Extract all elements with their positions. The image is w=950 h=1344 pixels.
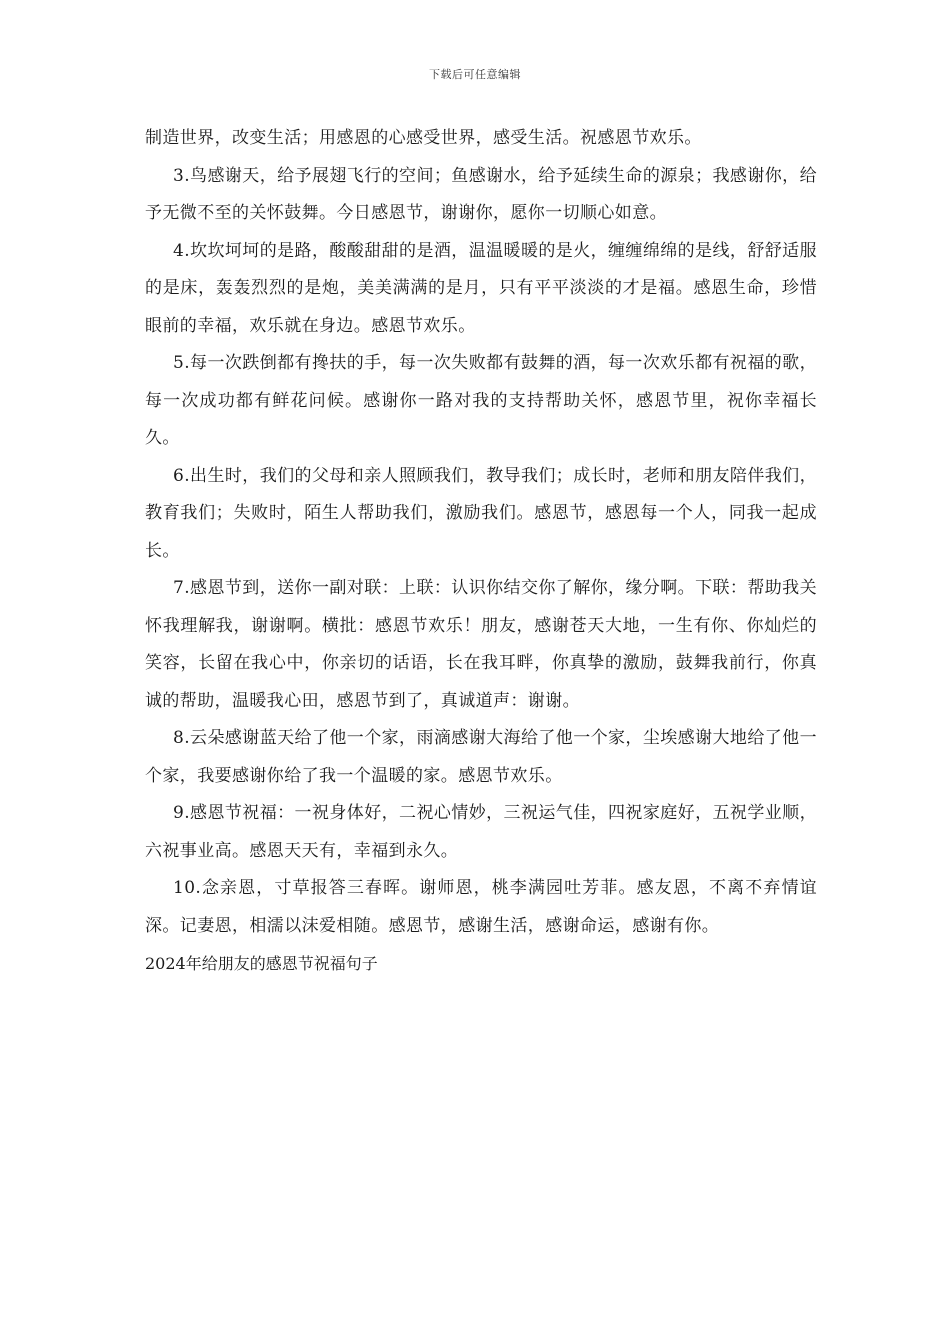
paragraph-continuation: 制造世界，改变生活；用感恩的心感受世界，感受生活。祝感恩节欢乐。 <box>145 128 702 148</box>
paragraph-item-8: 8.云朵感谢蓝天给了他一个家，雨滴感谢大海给了他一个家，尘埃感谢大地给了他一个家，我要感谢你给了我一个温暖的家。感恩节欢乐。 <box>145 728 817 786</box>
paragraph-item-9: 9.感恩节祝福：一祝身体好，二祝心情妙，三祝运气佳，四祝家庭好，五祝学业顺，六祝事业高。感恩天天有，幸福到永久。 <box>145 803 817 861</box>
page-header: 下载后可任意编辑 <box>429 68 521 81</box>
document-title-footer: 2024年给朋友的感恩节祝福句子 <box>145 954 378 973</box>
paragraph-item-5: 5.每一次跌倒都有搀扶的手，每一次失败都有鼓舞的酒，每一次欢乐都有祝福的歌，每一次成功都有鲜花问候。感谢你一路对我的支持帮助关怀，感恩节里，祝你幸福长久。 <box>145 353 817 448</box>
paragraph-item-7: 7.感恩节到，送你一副对联：上联：认识你结交你了解你，缘分啊。下联：帮助我关怀我理解我，谢谢啊。横批：感恩节欢乐！朋友，感谢苍天大地，一生有你、你灿烂的笑容，长留在我心中，你亲切的话语，长在我耳畔，你真挚的激励，鼓舞我前行，你真诚的帮助，温暖我心田，感恩节到了，真诚道声：谢谢。 <box>145 578 817 711</box>
paragraph-item-10: 10.念亲恩，寸草报答三春晖。谢师恩，桃李满园吐芳菲。感友恩，不离不弃情谊深。记妻恩，相濡以沫爱相随。感恩节，感谢生活，感谢命运，感谢有你。 <box>145 878 817 936</box>
paragraph-item-4: 4.坎坎坷坷的是路，酸酸甜甜的是酒，温温暖暖的是火，缠缠绵绵的是线，舒舒适服的是床，轰轰烈烈的是炮，美美满满的是月，只有平平淡淡的才是福。感恩生命，珍惜眼前的幸福，欢乐就在身边。感恩节欢乐。 <box>145 240 817 336</box>
paragraph-item-3: 3.鸟感谢天，给予展翅飞行的空间；鱼感谢水，给予延续生命的源泉；我感谢你，给予无微不至的关怀鼓舞。今日感恩节，谢谢你，愿你一切顺心如意。 <box>145 165 817 223</box>
paragraph-item-6: 6.出生时，我们的父母和亲人照顾我们，教导我们；成长时，老师和朋友陪伴我们，教育我们；失败时，陌生人帮助我们，激励我们。感恩节，感恩每一个人，同我一起成长。 <box>145 465 817 561</box>
document-body <box>145 120 817 983</box>
